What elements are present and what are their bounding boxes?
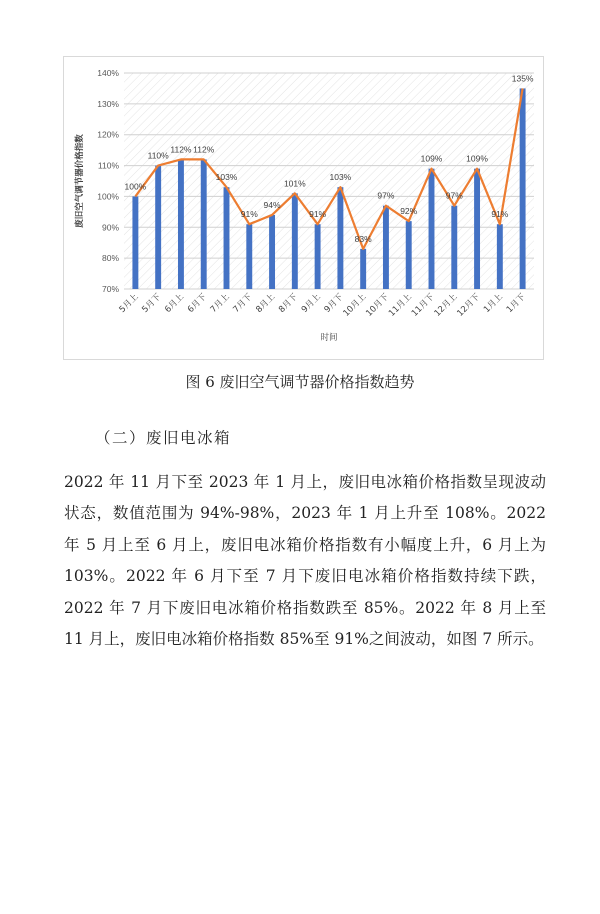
y-tick-label: 110%: [97, 160, 119, 171]
data-label: 92%: [400, 206, 418, 217]
bar: [337, 187, 343, 289]
data-label: 91%: [491, 209, 509, 220]
data-label: 83%: [354, 233, 372, 244]
data-label: 109%: [420, 153, 443, 164]
section-heading: （二）废旧电冰箱: [95, 429, 232, 447]
bar: [520, 88, 526, 289]
x-tick-label: 11月上: [387, 292, 414, 319]
x-tick-label: 1月上: [482, 292, 505, 315]
data-label: 103%: [329, 172, 352, 183]
paragraph-text: 2022 年 11 月下至 2023 年 1 月上，废旧电冰箱价格指数呈现波动状态，数值范围为 94%-98%，2023 年 1 月上升至 108%。2022 年 5 月上至 6 月上，废旧电冰箱价格指数有小幅度上升，6 月上为 103%。2022 年 6 月下至 7 月下废旧电冰箱价格指数持续下跌，2022 年 7 月下废旧电冰箱价格指数跌至 85%。2022 年 8 月上至 11 月上，废旧电冰箱价格指数 85%至 91%之间波动，如图 7 所示。: [64, 473, 546, 649]
y-tick-label: 100%: [97, 191, 119, 202]
bar: [315, 224, 321, 289]
data-label: 97%: [445, 190, 463, 201]
data-label: 112%: [170, 144, 192, 155]
bar: [201, 159, 207, 289]
x-tick-label: 5月上: [117, 292, 141, 315]
bar: [360, 249, 366, 289]
data-label: 112%: [193, 144, 215, 155]
data-label: 135%: [511, 73, 534, 84]
data-label: 94%: [263, 199, 281, 210]
data-label: 91%: [240, 209, 258, 220]
bar: [178, 159, 184, 289]
y-tick-label: 130%: [97, 98, 119, 109]
bar: [246, 224, 252, 289]
y-tick-label: 120%: [97, 129, 119, 140]
price-index-chart: [64, 57, 545, 361]
bar: [269, 215, 275, 289]
x-tick-label: 10月下: [364, 292, 392, 319]
bar: [451, 206, 457, 289]
data-label: 101%: [283, 178, 306, 189]
x-tick-label: 8月下: [277, 292, 300, 315]
data-label: 91%: [309, 209, 327, 220]
y-tick-label: 80%: [101, 253, 119, 264]
x-tick-label: 11月下: [409, 292, 437, 319]
x-tick-label: 9月上: [299, 292, 323, 315]
x-tick-label: 7月下: [231, 292, 255, 315]
x-tick-label: 1月下: [504, 292, 528, 315]
x-axis-title: 时间: [320, 333, 338, 343]
y-tick-label: 140%: [97, 68, 119, 78]
bar: [497, 224, 503, 289]
x-tick-label: 12月下: [455, 292, 483, 319]
x-tick-label: 6月上: [163, 292, 187, 315]
data-label: 109%: [466, 153, 488, 164]
data-label: 103%: [215, 172, 238, 183]
body-paragraph: [64, 467, 546, 655]
x-tick-label: 9月下: [322, 292, 346, 315]
x-tick-label: 5月下: [140, 292, 164, 315]
y-tick-label: 90%: [101, 222, 119, 233]
data-label: 100%: [124, 181, 147, 192]
bar: [406, 221, 412, 289]
bar: [155, 166, 161, 289]
bar: [474, 169, 480, 289]
bar: [429, 169, 435, 289]
bar: [224, 187, 230, 289]
x-tick-label: 8月上: [254, 292, 278, 315]
x-tick-label: 10月上: [341, 292, 369, 319]
data-label: 110%: [147, 150, 169, 161]
y-axis-title: 废旧空气调节器价格指数: [75, 134, 85, 228]
bar: [292, 193, 298, 289]
y-tick-label: 70%: [101, 284, 119, 294]
figure-caption: 图 6 废旧空气调节器价格指数趋势: [185, 373, 415, 391]
bar: [383, 206, 389, 289]
bar: [132, 196, 138, 289]
chart-frame: [63, 56, 544, 360]
x-tick-label: 6月下: [185, 292, 209, 315]
data-label: 97%: [377, 190, 395, 201]
x-tick-label: 12月上: [432, 292, 460, 319]
x-tick-label: 7月上: [208, 292, 232, 315]
